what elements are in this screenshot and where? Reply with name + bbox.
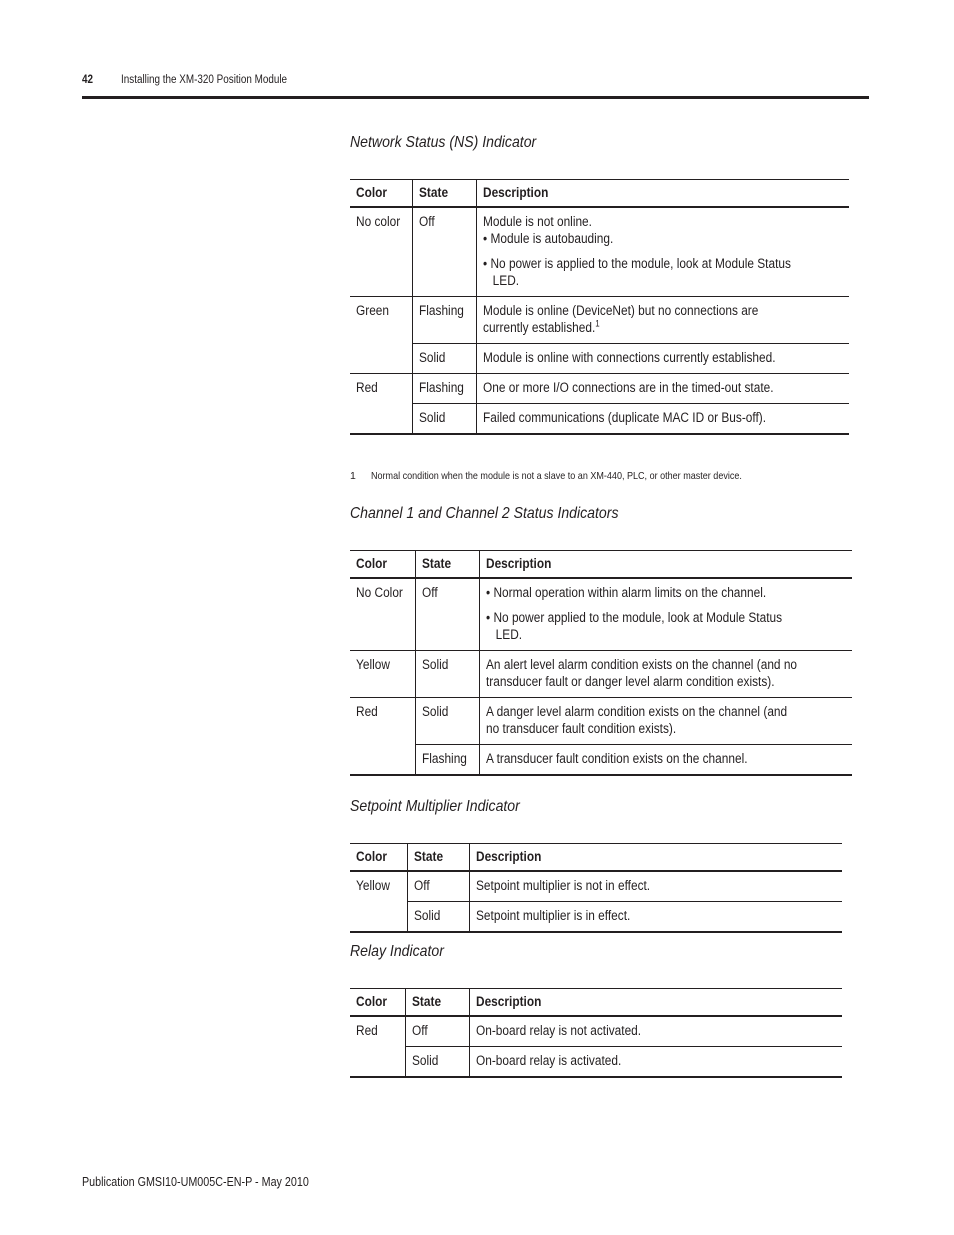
cell-description — [486, 584, 803, 643]
cell-color: Red — [356, 704, 378, 719]
column-header-state: State — [413, 849, 443, 864]
cell-description: On-board relay is not activated. — [476, 1023, 642, 1038]
running-title: Installing the XM-320 Position Module — [121, 74, 288, 86]
cell-description: A transducer fault condition exists on the channel. — [486, 751, 748, 766]
cell-description: One or more I/O connections are in the timed-out state. — [483, 380, 774, 395]
table-row — [350, 745, 852, 776]
cell-color: Yellow — [356, 657, 390, 672]
table-row — [350, 698, 852, 745]
cell-color: No Color — [356, 585, 403, 600]
table-header-row — [350, 551, 852, 579]
setpoint-table-title: Setpoint Multiplier Indicator — [350, 798, 520, 815]
description-bullet: • No power is applied to the module, look at Module Status LED. — [483, 256, 792, 288]
footnote-reference: 1 — [595, 318, 600, 329]
table-row — [350, 1016, 842, 1047]
cell-state: Off — [413, 878, 430, 893]
cell-state: Flashing — [419, 380, 465, 395]
header-rule — [82, 96, 869, 99]
channel-table — [350, 550, 852, 776]
cell-state: Solid — [419, 410, 446, 425]
column-header-description: Description — [476, 849, 542, 864]
column-header-color: Color — [356, 556, 388, 571]
cell-description: Module is online with connections currently established. — [483, 350, 776, 365]
description-line: Module is not online. — [483, 214, 593, 229]
table-row — [350, 374, 849, 404]
table-header-row — [350, 989, 842, 1017]
cell-color: Red — [356, 1023, 378, 1038]
relay-table — [350, 988, 842, 1078]
page-number: 42 — [82, 74, 94, 86]
cell-state: Solid — [422, 704, 449, 719]
cell-state: Solid — [422, 657, 449, 672]
ns-table-title: Network Status (NS) Indicator — [350, 134, 537, 151]
table-row — [350, 651, 852, 698]
cell-description: An alert level alarm condition exists on the channel (and no transducer fault or danger level alarm condition exists). — [486, 657, 798, 689]
table-row — [350, 578, 852, 651]
table-row — [350, 404, 849, 435]
table-row — [350, 1047, 842, 1078]
cell-state: Off — [411, 1023, 428, 1038]
description-bullet: • No power applied to the module, look at Module Status LED. — [486, 610, 783, 642]
column-header-color: Color — [356, 849, 388, 864]
description-bullet: • Module is autobauding. — [483, 231, 614, 246]
table-row — [350, 207, 849, 297]
column-header-description: Description — [486, 556, 552, 571]
cell-state: Flashing — [419, 303, 465, 318]
cell-state: Solid — [413, 908, 440, 923]
publication-footer: Publication GMSI10-UM005C-EN-P - May 2010 — [82, 1175, 309, 1189]
setpoint-table — [350, 843, 842, 933]
cell-color: No color — [356, 214, 401, 229]
cell-color: Yellow — [356, 878, 390, 893]
cell-color: Red — [356, 380, 378, 395]
column-header-description: Description — [483, 185, 549, 200]
relay-table-title: Relay Indicator — [350, 943, 444, 960]
description-bullet: • Normal operation within alarm limits on the channel. — [486, 585, 767, 600]
channel-table-title: Channel 1 and Channel 2 Status Indicators — [350, 505, 619, 522]
footnote-number: 1 — [350, 470, 356, 482]
cell-state: Solid — [419, 350, 446, 365]
cell-state: Solid — [411, 1053, 439, 1068]
column-header-description: Description — [476, 994, 542, 1009]
cell-color: Green — [356, 303, 390, 318]
column-header-color: Color — [356, 185, 388, 200]
table-row — [350, 297, 849, 344]
column-header-color: Color — [356, 994, 388, 1009]
cell-description: Failed communications (duplicate MAC ID or Bus-off). — [483, 410, 767, 425]
table-row — [350, 902, 842, 933]
cell-description: On-board relay is activated. — [476, 1053, 622, 1068]
cell-state: Off — [419, 214, 435, 229]
column-header-state: State — [419, 185, 449, 200]
ns-table — [350, 179, 849, 435]
cell-state: Off — [422, 585, 438, 600]
cell-description: Setpoint multiplier is not in effect. — [476, 878, 651, 893]
description-text: Module is online (DeviceNet) but no connections are currently established. — [483, 303, 759, 335]
column-header-state: State — [422, 556, 452, 571]
column-header-state: State — [411, 994, 442, 1009]
cell-description: A danger level alarm condition exists on the channel (and no transducer fault condition exists). — [486, 704, 788, 736]
table-row — [350, 871, 842, 902]
footnote-text: Normal condition when the module is not a slave to an XM-440, PLC, or other master device. — [371, 470, 742, 482]
cell-description — [483, 213, 800, 289]
table-row — [350, 344, 849, 374]
cell-state: Flashing — [422, 751, 468, 766]
cell-description — [483, 302, 800, 336]
cell-description: Setpoint multiplier is in effect. — [476, 908, 631, 923]
table-header-row — [350, 844, 842, 872]
table-header-row — [350, 180, 849, 208]
